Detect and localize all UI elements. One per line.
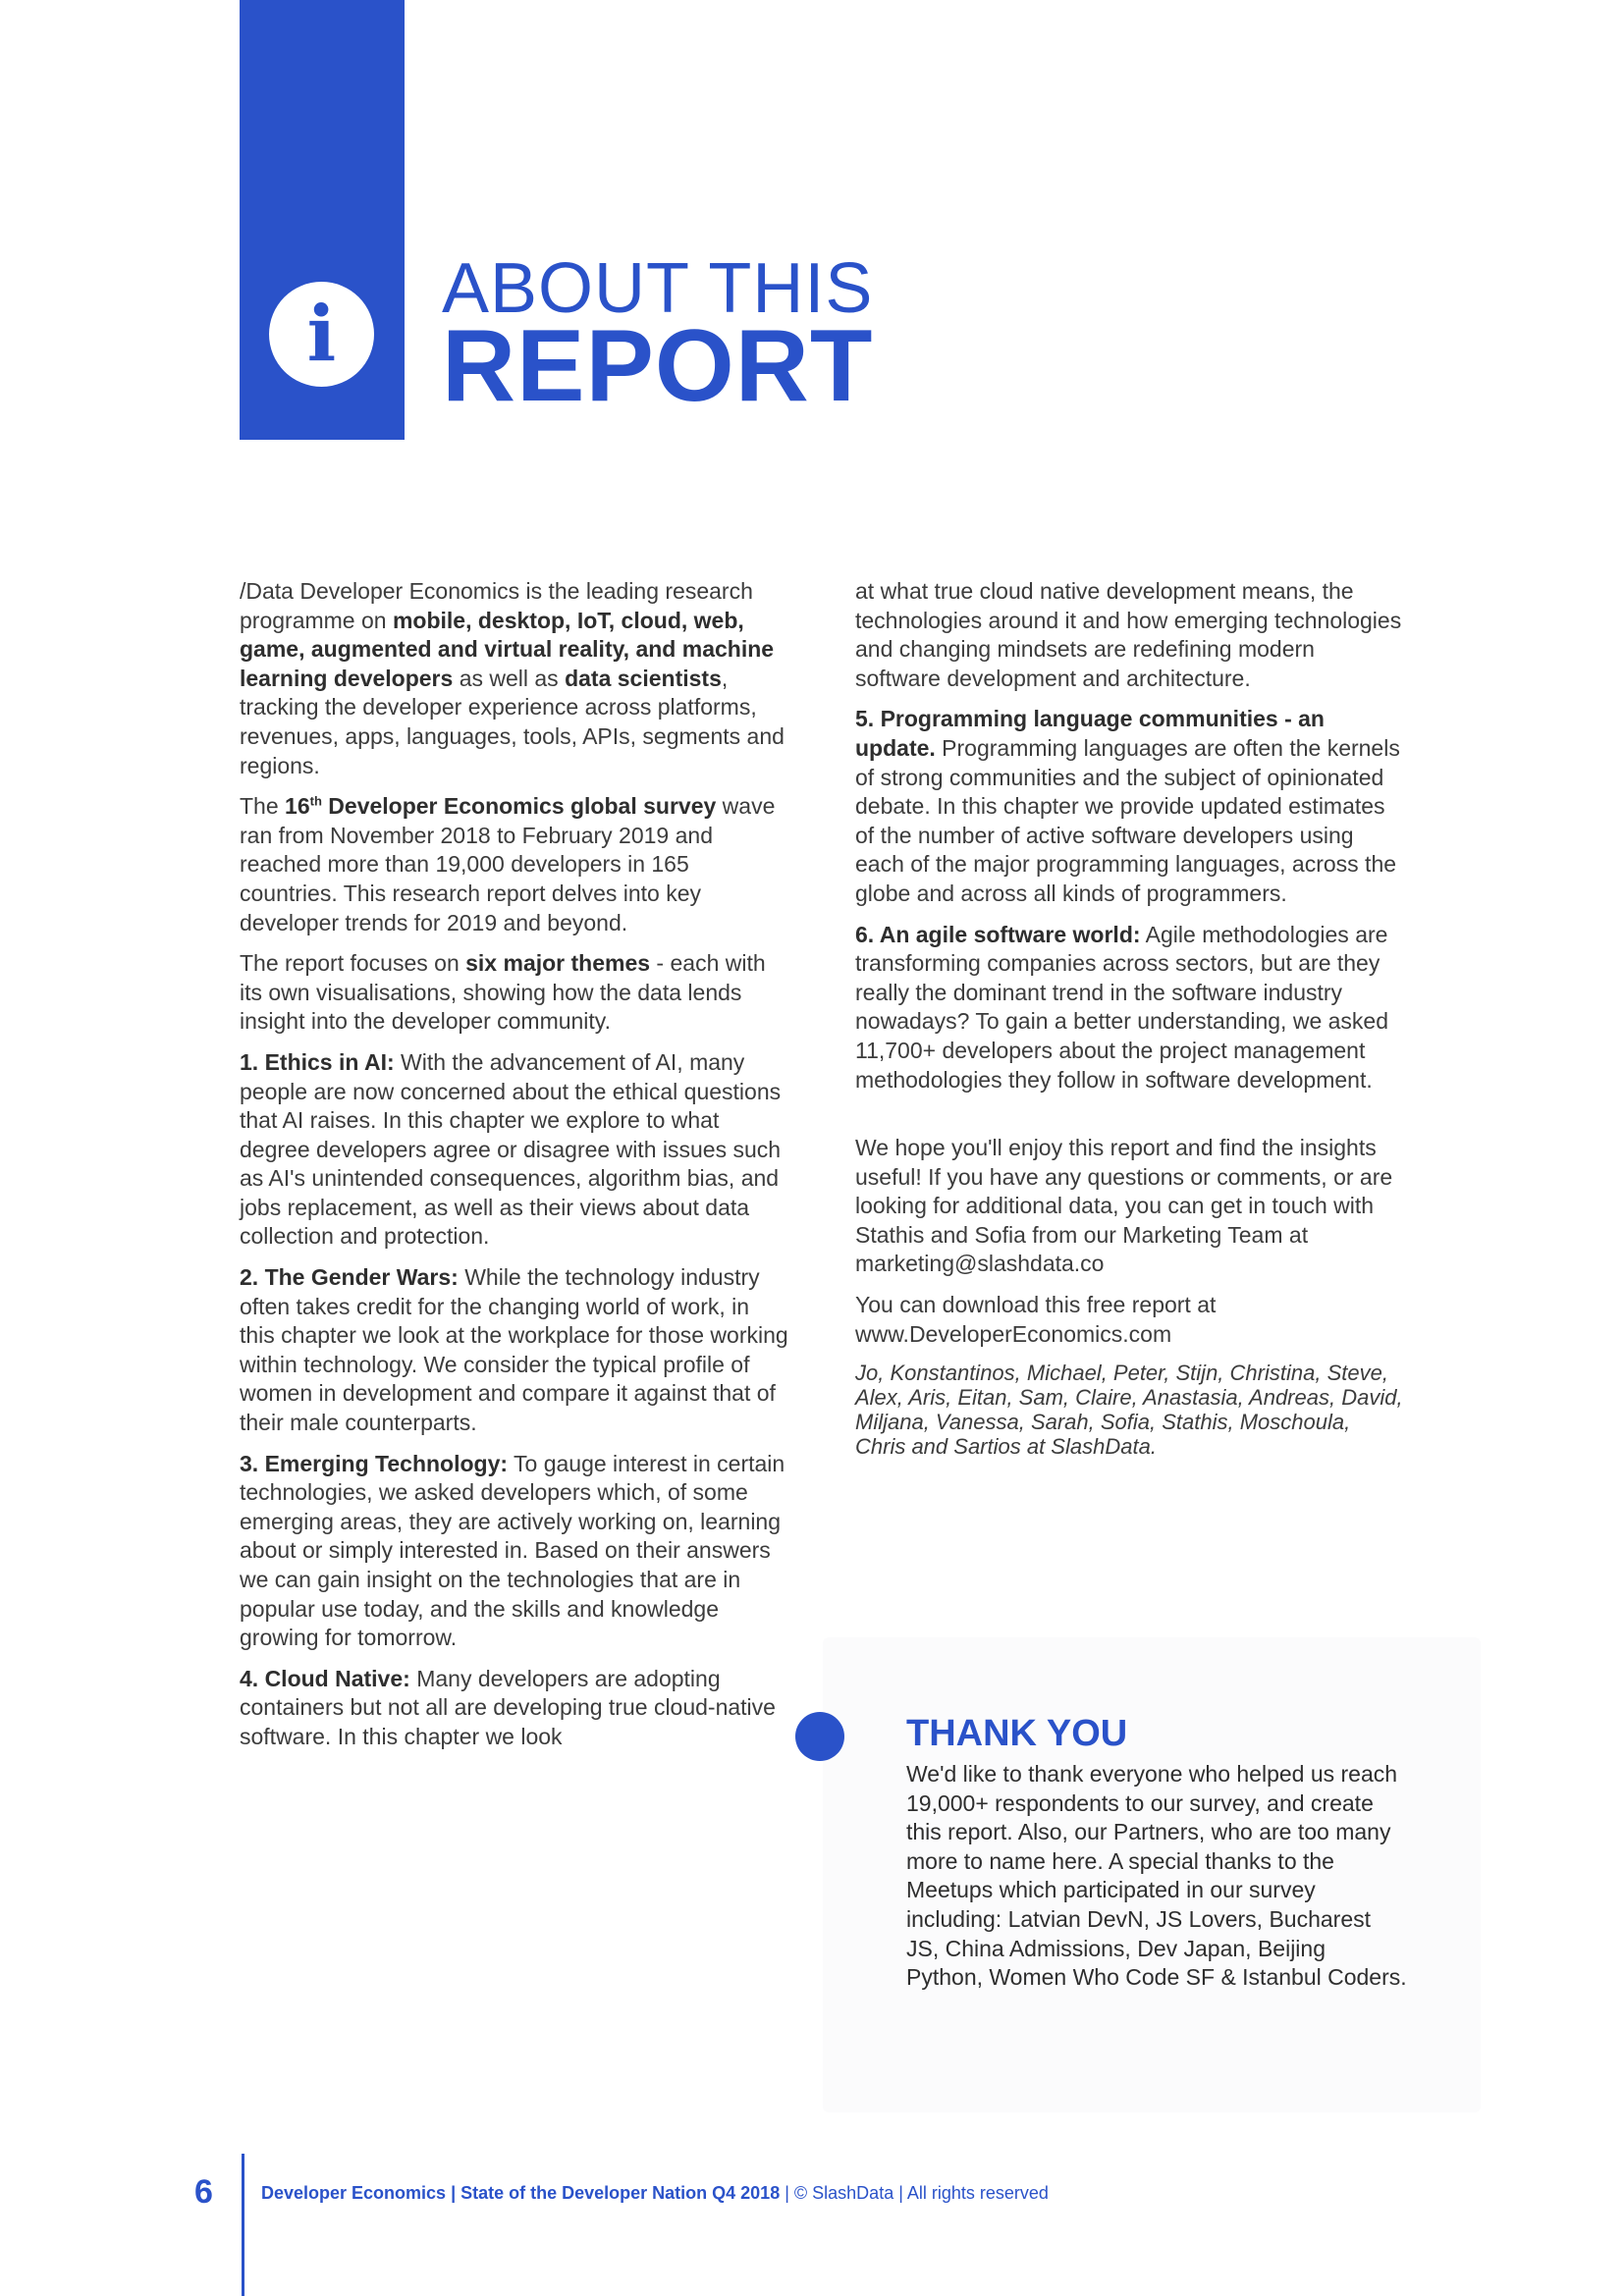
- theme-emerging-tech: 3. Emerging Technology: To gauge interest in certain technologies, we asked developers which, of some emerging areas, they are actively working on, learning about or simply interested in. Based on their answers we can gain insight on the technologies that are in popular use today, and the skills and knowledge growing for tomorrow.: [240, 1450, 785, 1651]
- download-paragraph: You can download this free report at www.DeveloperEconomics.com: [855, 1292, 1217, 1347]
- credits-paragraph: Jo, Konstantinos, Michael, Peter, Stijn, Christina, Steve, Alex, Aris, Eitan, Sam, Claire, Anastasia, Andreas, David, Miljana, Vanessa, Sarah, Sofia, Stathis, Moschoula, Chris and Sartios at SlashData.: [855, 1361, 1403, 1460]
- theme-cloud-native-continued: at what true cloud native development means, the technologies around it and how emerging technologies and changing mindsets are redefining modern software development and architecture.: [855, 578, 1402, 691]
- theme-programming-languages: 5. Programming language communities - an update. Programming languages are often the kernels of strong communities and the subject of opinionated debate. In this chapter we provide updated estimates of the number of active software developers using each of the major programming languages, across the globe and across all kinds of programmers.: [855, 706, 1400, 906]
- left-column: [240, 577, 789, 1764]
- themes-paragraph: The report focuses on six major themes - each with its own visualisations, showing how the data lends insight into the developer community.: [240, 950, 766, 1035]
- right-column: [855, 577, 1405, 1470]
- footer-divider: [242, 2154, 244, 2296]
- bullet-dot-icon: [795, 1712, 844, 1761]
- footer-caption: Developer Economics | State of the Developer Nation Q4 2018 | © SlashData | All rights reserved: [261, 2183, 1049, 2203]
- thank-you-title: THANK YOU: [906, 1713, 1128, 1754]
- theme-agile: 6. An agile software world: Agile methodologies are transforming companies across sectors, but are they really the dominant trend in the software industry nowadays? To gain a better understanding, we asked 11,700+ developers about the project management methodologies they follow in software development.: [855, 921, 1389, 1093]
- page-number: 6: [194, 2173, 213, 2211]
- info-icon: i: [269, 282, 374, 387]
- page-title-line2: REPORT: [442, 309, 874, 423]
- survey-paragraph: The 16th Developer Economics global survey wave ran from November 2018 to February 2019 and reached more than 19,000 developers in 165 countries. This research report delves into key developer trends for 2019 and beyond.: [240, 793, 776, 935]
- thank-you-body: We'd like to thank everyone who helped us reach 19,000+ respondents to our survey, and create this report. Also, our Partners, who are too many more to name here. A special thanks to the Meetups which participated in our survey including: Latvian DevN, JS Lovers, Bucharest JS, China Admissions, Dev Japan, Beijing Python, Women Who Code SF & Istanbul Coders.: [906, 1761, 1407, 1991]
- intro-paragraph: /Data Developer Economics is the leading research programme on mobile, desktop, IoT, cloud, web, game, augmented and virtual reality, and machine learning developers as well as data scientists, tracking the developer experience across platforms, revenues, apps, languages, tools, APIs, segments and regions.: [240, 578, 785, 778]
- theme-cloud-native: 4. Cloud Native: Many developers are adopting containers but not all are developing true cloud-native software. In this chapter we look: [240, 1665, 776, 1749]
- theme-ethics-ai: 1. Ethics in AI: With the advancement of AI, many people are now concerned about the ethical questions that AI raises. In this chapter we explore to what degree developers agree or disagree with issues such as AI's unintended consequences, algorithm bias, and jobs replacement, as well as their views about data collection and protection.: [240, 1048, 782, 1250]
- hope-paragraph: We hope you'll enjoy this report and find the insights useful! If you have any questions or comments, or are looking for additional data, you can get in touch with Stathis and Sofia from our Marketing Team at marketing@slashdata.co: [855, 1135, 1393, 1277]
- page-title-line1: ABOUT THIS: [442, 249, 874, 328]
- theme-gender-wars: 2. The Gender Wars: While the technology industry often takes credit for the changing world of work, in this chapter we look at the workplace for those working within technology. We consider the typical profile of women in development and compare it against that of their male counterparts.: [240, 1264, 788, 1436]
